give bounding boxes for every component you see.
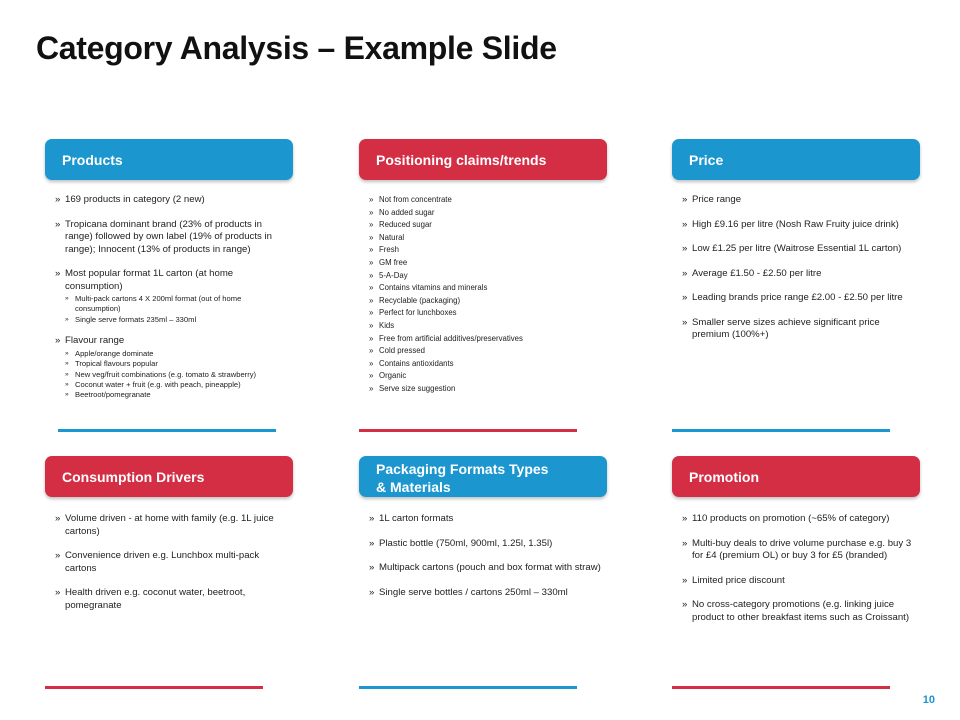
list-item: » 110 products on promotion (~65% of category) [682,513,890,524]
list-item: » Cold pressed [369,346,425,356]
list-item: » Fresh [369,245,399,255]
list-item: » Multipack cartons (pouch and box format with straw) [369,562,601,573]
sub-item: » New veg/fruit combinations (e.g. tomato & strawberry) [65,369,257,379]
list-item: » GM free [369,257,408,267]
packaging-header [359,456,607,497]
price-list [682,194,914,354]
page-number: 10 [922,694,935,706]
price-header: Price [672,139,920,180]
packaging-card [359,456,607,696]
list-item: » 1L carton formats [369,513,454,524]
sub-item: » Single serve formats 235ml – 330ml [65,314,197,324]
list-item: » Kids [369,320,395,330]
list-item: » Contains vitamins and minerals [369,283,488,293]
list-item: » Tropicana dominant brand (23% of products in range) followed by own label (19% of products in range); Innocent (13% of products in range) [55,218,272,255]
list-item: » Multi-buy deals to drive volume purchase e.g. buy 3 for £4 (premium OL) or buy 3 for £5 (branded) [682,537,912,561]
list-item: » Health driven e.g. coconut water, beetroot, pomegranate [55,587,246,611]
price-card [672,139,920,439]
list-item: » High £9.16 per litre (Nosh Raw Fruity juice drink) [682,218,899,230]
list-item: » Organic [369,371,407,381]
list-item: » Average £1.50 - £2.50 per litre [682,267,822,279]
positioning-card [359,139,607,439]
list-item: » Convenience driven e.g. Lunchbox multi-pack cartons [55,550,260,574]
promotion-list [682,513,914,636]
list-item: » Most popular format 1L carton (at home consumption) » Multi-pack cartons 4 X 200ml format (out of home consumption) » Single serve formats 235ml – 330ml [55,268,287,325]
consumption-divider [45,686,263,689]
promotion-header: Promotion [672,456,920,497]
packaging-list [369,513,601,611]
packaging-header-line2: & Materials [376,478,451,495]
list-item: » Low £1.25 per litre (Waitrose Essential 1L carton) [682,243,902,254]
positioning-list [369,194,601,396]
promotion-divider [672,686,890,689]
list-item: » Price range [682,194,742,205]
list-item: » Reduced sugar [369,220,432,230]
list-item: » No cross-category promotions (e.g. linking juice product to other breakfast items such as Croissant) [682,599,910,623]
sub-item: » Beetroot/pomegranate [65,390,151,400]
packaging-header-line1: Packaging Formats Types [376,460,549,477]
list-item: » 169 products in category (2 new) [55,194,205,205]
slide-title: Category Analysis – Example Slide [36,30,557,66]
sub-item: » Tropical flavours popular [65,359,158,369]
consumption-card [45,456,293,696]
products-list [55,194,287,413]
promotion-card [672,456,920,696]
sub-item: » Coconut water + fruit (e.g. with peach, pineapple) [65,379,241,389]
list-item: » Contains antioxidants [369,358,454,368]
list-item: » Volume driven - at home with family (e.g. 1L juice cartons) [55,513,274,537]
list-item: » Natural [369,232,405,242]
list-item: » Recyclable (packaging) [369,295,461,305]
sub-item: » Apple/orange dominate [65,348,154,358]
positioning-divider [359,429,577,432]
list-item: » Plastic bottle (750ml, 900ml, 1.25l, 1.35l) [369,537,553,549]
sub-item: » Multi-pack cartons 4 X 200ml format (out of home consumption) [65,294,242,314]
positioning-header: Positioning claims/trends [359,139,607,180]
list-item: » Serve size suggestion [369,383,456,393]
list-item: » No added sugar [369,207,435,217]
price-divider [672,429,890,432]
list-item: » 5-A-Day [369,270,408,280]
list-item: » Single serve bottles / cartons 250ml – 330ml [369,586,568,598]
list-item: » Perfect for lunchboxes [369,308,457,318]
products-card [45,139,293,439]
list-item: » Flavour range » Apple/orange dominate » Tropical flavours popular » New veg/fruit combinations (e.g. tomato & strawberry) » Coconut water + fruit (e.g. with peach, pineapple) » Beetroot/pomegranate [55,335,287,401]
list-item: » Not from concentrate [369,195,452,204]
consumption-list [55,513,287,624]
consumption-header: Consumption Drivers [45,456,293,497]
list-item: » Limited price discount [682,574,785,586]
products-header: Products [45,139,293,180]
list-item: » Free from artificial additives/preservatives [369,333,523,343]
products-divider [58,429,276,432]
list-item: » Smaller serve sizes achieve significant price premium (100%+) [682,316,880,340]
packaging-divider [359,686,577,689]
list-item: » Leading brands price range £2.00 - £2.50 per litre [682,292,903,303]
